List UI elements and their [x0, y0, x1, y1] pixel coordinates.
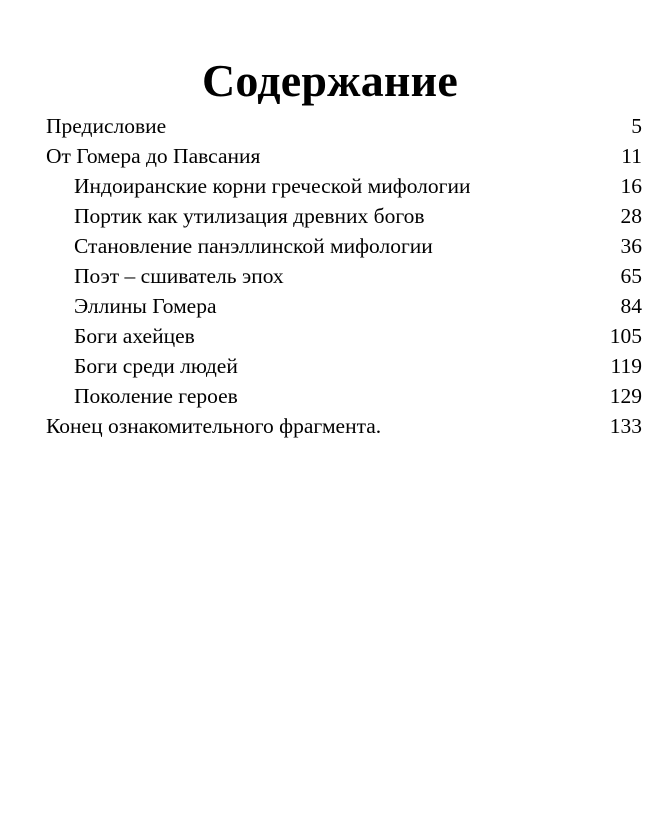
toc-entry-title: Конец ознакомительного фрагмента.: [46, 414, 382, 438]
toc-entry-title: Поколение героев: [74, 384, 238, 408]
toc-entry[interactable]: [46, 111, 642, 141]
toc-entry-title: Индоиранские корни греческой мифологии: [74, 174, 471, 198]
toc-entry-page-number: 129: [609, 384, 642, 408]
toc-entry-page-number: 11: [621, 144, 642, 168]
toc-entry-page-number: 28: [620, 204, 642, 228]
toc-entry-page-number: 5: [631, 114, 642, 138]
toc-entry-page-number: 36: [620, 234, 642, 258]
toc-entry-title: От Гомера до Павсания: [46, 144, 261, 168]
toc-entry[interactable]: [46, 321, 642, 351]
toc-entry[interactable]: [46, 171, 642, 201]
toc-entry-title: Боги ахейцев: [74, 324, 195, 348]
toc-entry-title: Боги среди людей: [74, 354, 238, 378]
toc-entry-page-number: 105: [609, 324, 642, 348]
toc-entry[interactable]: [46, 381, 642, 411]
page-title: Содержание: [202, 54, 458, 106]
toc-entry-page-number: 119: [610, 354, 642, 378]
toc-entry-page-number: 65: [620, 264, 642, 288]
toc-entry[interactable]: [46, 231, 642, 261]
table-of-contents: [46, 111, 642, 441]
toc-entry[interactable]: [46, 141, 642, 171]
toc-entry-title: Портик как утилизация древних богов: [74, 204, 425, 228]
toc-entry[interactable]: [46, 351, 642, 381]
toc-entry[interactable]: [46, 291, 642, 321]
toc-entry[interactable]: [46, 261, 642, 291]
toc-entry-title: Эллины Гомера: [74, 294, 217, 318]
toc-entry-title: Становление панэллинской мифологии: [74, 234, 433, 258]
toc-entry-page-number: 84: [620, 294, 642, 318]
toc-entry[interactable]: [46, 411, 642, 441]
toc-entry-page-number: 16: [620, 174, 642, 198]
toc-entry-title: Предисловие: [46, 114, 167, 138]
toc-entry-page-number: 133: [609, 414, 642, 438]
toc-entry-title: Поэт – сшиватель эпох: [74, 264, 284, 288]
toc-entry[interactable]: [46, 201, 642, 231]
